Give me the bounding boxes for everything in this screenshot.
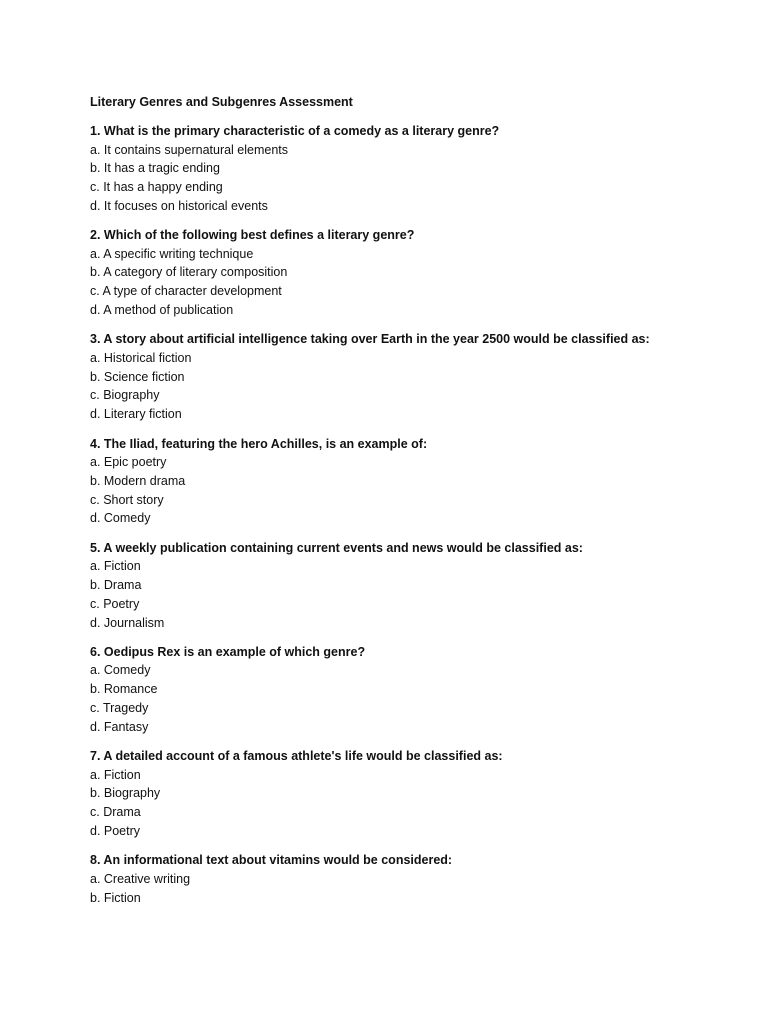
answer-option: d. A method of publication <box>90 303 234 318</box>
answer-option: d. It focuses on historical events <box>90 198 268 213</box>
answer-option: a. Creative writing <box>90 871 191 886</box>
question-text: 6. Oedipus Rex is an example of which genre? <box>90 644 366 659</box>
answer-option: b. Science fiction <box>90 369 185 384</box>
answer-option: b. It has a tragic ending <box>90 161 220 176</box>
answer-option: d. Comedy <box>90 511 151 526</box>
question-2 <box>90 226 730 320</box>
answer-options <box>90 557 730 632</box>
answer-options <box>90 349 730 424</box>
answer-options <box>90 870 730 908</box>
answer-options <box>90 141 730 216</box>
answer-option: d. Poetry <box>90 824 141 839</box>
answer-options <box>90 661 730 736</box>
answer-options <box>90 453 730 528</box>
answer-option: c. It has a happy ending <box>90 180 223 195</box>
question-text: 2. Which of the following best defines a literary genre? <box>90 228 415 243</box>
question-7 <box>90 747 730 841</box>
answer-option: c. Tragedy <box>90 701 149 716</box>
answer-options <box>90 766 730 841</box>
answer-option: a. It contains supernatural elements <box>90 142 289 157</box>
answer-option: a. Fiction <box>90 767 141 782</box>
answer-option: a. Epic poetry <box>90 455 167 470</box>
answer-option: b. Romance <box>90 682 158 697</box>
answer-option: d. Fantasy <box>90 719 149 734</box>
question-4 <box>90 435 730 529</box>
answer-option: b. Biography <box>90 786 161 801</box>
question-5 <box>90 539 730 633</box>
question-1 <box>90 122 730 216</box>
question-3 <box>90 330 730 424</box>
document-page <box>90 94 730 918</box>
answer-option: c. A type of character development <box>90 284 282 299</box>
answer-option: c. Poetry <box>90 596 140 611</box>
answer-option: c. Short story <box>90 492 164 507</box>
answer-option: b. A category of literary composition <box>90 265 288 280</box>
question-text: 8. An informational text about vitamins would be considered: <box>90 853 453 868</box>
question-text: 3. A story about artificial intelligence taking over Earth in the year 2500 would be classified as: <box>90 332 650 347</box>
answer-option: b. Fiction <box>90 890 141 905</box>
answer-option: d. Literary fiction <box>90 407 182 422</box>
question-text: 7. A detailed account of a famous athlete's life would be classified as: <box>90 749 503 764</box>
question-8 <box>90 851 730 907</box>
question-text: 1. What is the primary characteristic of a comedy as a literary genre? <box>90 124 500 138</box>
question-6 <box>90 643 730 737</box>
answer-option: a. Comedy <box>90 663 151 678</box>
question-text: 4. The Iliad, featuring the hero Achilles, is an example of: <box>90 436 428 451</box>
document-title: Literary Genres and Subgenres Assessment <box>90 95 353 109</box>
answer-options <box>90 245 730 320</box>
answer-option: b. Drama <box>90 578 142 593</box>
answer-option: d. Journalism <box>90 615 165 630</box>
answer-option: a. Historical fiction <box>90 350 192 365</box>
answer-option: c. Biography <box>90 388 160 403</box>
answer-option: b. Modern drama <box>90 473 186 488</box>
answer-option: c. Drama <box>90 805 141 820</box>
answer-option: a. A specific writing technique <box>90 246 254 261</box>
question-text: 5. A weekly publication containing current events and news would be classified as: <box>90 540 583 555</box>
answer-option: a. Fiction <box>90 559 141 574</box>
